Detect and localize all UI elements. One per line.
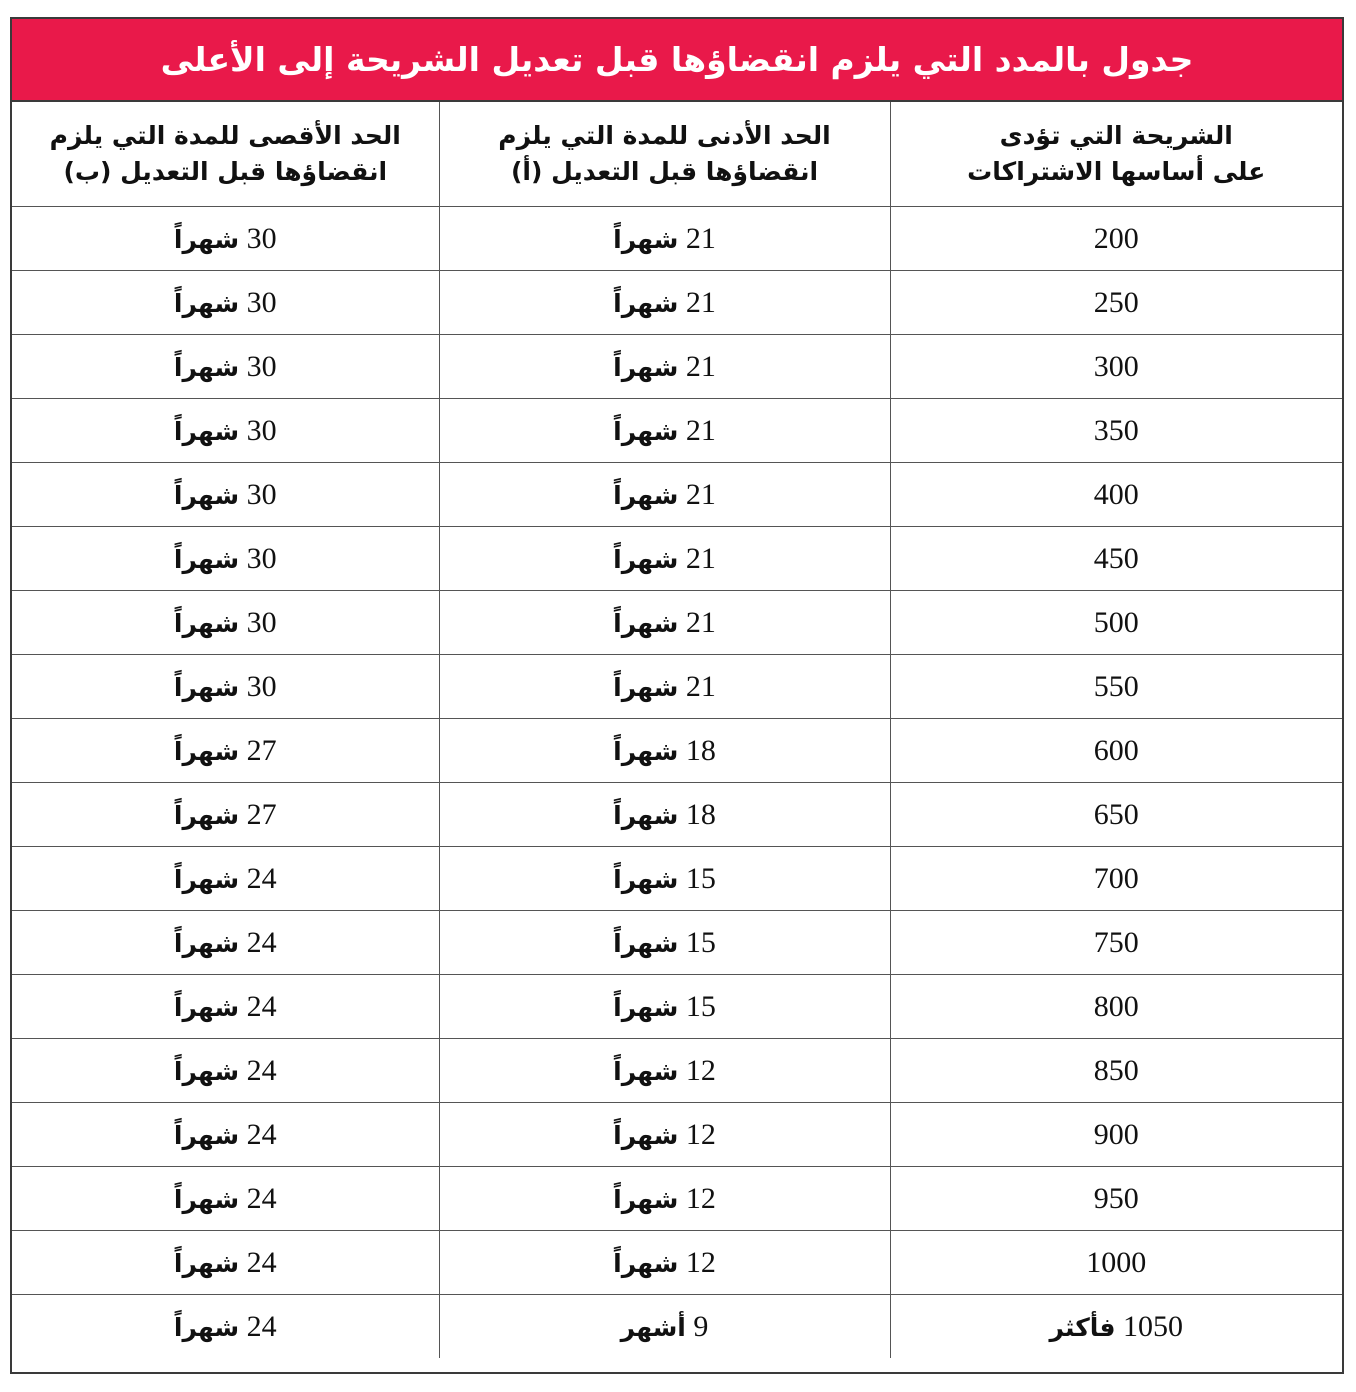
max-period-cell — [12, 591, 439, 655]
max-period-unit: شهراً — [173, 224, 240, 254]
min-period-unit: شهراً — [613, 224, 679, 254]
header-max-period — [12, 102, 439, 207]
tier-cell — [890, 1295, 1342, 1359]
max-period-unit: شهراً — [173, 1312, 240, 1342]
min-period-number: 21 — [685, 349, 716, 383]
min-period-unit: شهراً — [613, 544, 679, 574]
table-row — [12, 399, 1342, 463]
max-period-unit: شهراً — [173, 928, 240, 958]
min-period-cell — [439, 847, 890, 911]
max-period-cell — [12, 335, 439, 399]
max-period-unit: شهراً — [173, 1248, 240, 1278]
tier-cell — [890, 1231, 1342, 1295]
tier-cell — [890, 719, 1342, 783]
tier-cell — [890, 911, 1342, 975]
max-period-cell — [12, 911, 439, 975]
tier-cell — [890, 1039, 1342, 1103]
table-row — [12, 335, 1342, 399]
table-row — [12, 719, 1342, 783]
tier-cell — [890, 527, 1342, 591]
tier-cell — [890, 783, 1342, 847]
table-frame — [10, 17, 1344, 1374]
min-period-number: 21 — [685, 285, 716, 319]
min-period-cell — [439, 271, 890, 335]
tier-cell — [890, 271, 1342, 335]
min-period-number: 21 — [685, 477, 716, 511]
max-period-unit: شهراً — [173, 1056, 240, 1086]
tier-value: 750 — [1093, 925, 1139, 959]
min-period-unit: شهراً — [613, 928, 679, 958]
max-period-number: 24 — [246, 1181, 277, 1215]
min-period-cell — [439, 719, 890, 783]
header-max-line1: الحد الأقصى للمدة التي يلزم — [49, 121, 401, 150]
header-max-line2: انقضاؤها قبل التعديل (ب) — [63, 157, 388, 186]
max-period-unit: شهراً — [173, 352, 240, 382]
tier-cell — [890, 1103, 1342, 1167]
max-period-number: 24 — [246, 1245, 277, 1279]
min-period-cell — [439, 1295, 890, 1359]
min-period-number: 18 — [685, 797, 716, 831]
tier-value: 400 — [1093, 477, 1139, 511]
periods-table — [12, 102, 1342, 1358]
table-row — [12, 911, 1342, 975]
max-period-unit: شهراً — [173, 864, 240, 894]
min-period-number: 12 — [685, 1245, 716, 1279]
min-period-cell — [439, 655, 890, 719]
max-period-cell — [12, 399, 439, 463]
header-min-line2: انقضاؤها قبل التعديل (أ) — [510, 157, 819, 186]
min-period-number: 21 — [685, 605, 716, 639]
max-period-unit: شهراً — [173, 992, 240, 1022]
tier-value: 300 — [1093, 349, 1139, 383]
table-row — [12, 271, 1342, 335]
max-period-cell — [12, 1167, 439, 1231]
header-tier — [890, 102, 1342, 207]
min-period-unit: شهراً — [613, 672, 679, 702]
min-period-unit: شهراً — [613, 864, 679, 894]
max-period-number: 30 — [246, 285, 277, 319]
max-period-cell — [12, 975, 439, 1039]
tier-cell — [890, 975, 1342, 1039]
max-period-unit: شهراً — [173, 544, 240, 574]
tier-cell — [890, 847, 1342, 911]
max-period-unit: شهراً — [173, 608, 240, 638]
min-period-cell — [439, 591, 890, 655]
max-period-number: 27 — [246, 733, 277, 767]
tier-value: 1000 — [1086, 1245, 1147, 1279]
max-period-number: 24 — [246, 1053, 277, 1087]
min-period-unit: شهراً — [613, 288, 679, 318]
tier-value: 200 — [1093, 221, 1139, 255]
min-period-cell — [439, 1231, 890, 1295]
tier-value: 700 — [1093, 861, 1139, 895]
max-period-cell — [12, 207, 439, 271]
max-period-cell — [12, 1231, 439, 1295]
table-row — [12, 655, 1342, 719]
header-row — [12, 102, 1342, 207]
tier-value: 350 — [1093, 413, 1139, 447]
min-period-unit: شهراً — [613, 352, 679, 382]
max-period-number: 30 — [246, 221, 277, 255]
table-row — [12, 463, 1342, 527]
table-title: جدول بالمدد التي يلزم انقضاؤها قبل تعديل الشريحة إلى الأعلى — [12, 19, 1342, 102]
min-period-cell — [439, 399, 890, 463]
min-period-number: 15 — [685, 861, 716, 895]
min-period-number: 21 — [685, 669, 716, 703]
min-period-cell — [439, 527, 890, 591]
min-period-cell — [439, 335, 890, 399]
min-period-cell — [439, 1103, 890, 1167]
tier-cell — [890, 655, 1342, 719]
max-period-number: 30 — [246, 413, 277, 447]
header-tier-line1: الشريحة التي تؤدى — [999, 121, 1233, 150]
max-period-unit: شهراً — [173, 480, 240, 510]
table-row — [12, 783, 1342, 847]
max-period-cell — [12, 527, 439, 591]
max-period-number: 27 — [246, 797, 277, 831]
table-row — [12, 527, 1342, 591]
min-period-unit: شهراً — [613, 416, 679, 446]
tier-value: 900 — [1093, 1117, 1139, 1151]
max-period-cell — [12, 1103, 439, 1167]
min-period-unit: أشهر — [620, 1312, 686, 1342]
min-period-cell — [439, 1167, 890, 1231]
header-min-period — [439, 102, 890, 207]
table-row — [12, 207, 1342, 271]
min-period-number: 12 — [685, 1181, 716, 1215]
table-row — [12, 1231, 1342, 1295]
max-period-cell — [12, 783, 439, 847]
max-period-cell — [12, 1039, 439, 1103]
max-period-unit: شهراً — [173, 1184, 240, 1214]
tier-value: 550 — [1093, 669, 1139, 703]
max-period-number: 24 — [246, 1309, 277, 1343]
tier-value: 500 — [1093, 605, 1139, 639]
min-period-unit: شهراً — [613, 1184, 679, 1214]
min-period-unit: شهراً — [613, 992, 679, 1022]
min-period-number: 12 — [685, 1053, 716, 1087]
table-row — [12, 1167, 1342, 1231]
tier-cell — [890, 591, 1342, 655]
min-period-cell — [439, 783, 890, 847]
table-row — [12, 1295, 1342, 1359]
min-period-unit: شهراً — [613, 1248, 679, 1278]
tier-value: 250 — [1093, 285, 1139, 319]
max-period-unit: شهراً — [173, 736, 240, 766]
max-period-unit: شهراً — [173, 416, 240, 446]
table-row — [12, 1039, 1342, 1103]
tier-value: 600 — [1093, 733, 1139, 767]
max-period-number: 30 — [246, 541, 277, 575]
header-min-line1: الحد الأدنى للمدة التي يلزم — [498, 121, 831, 150]
max-period-unit: شهراً — [173, 672, 240, 702]
tier-value: 850 — [1093, 1053, 1139, 1087]
max-period-number: 24 — [246, 1117, 277, 1151]
max-period-number: 30 — [246, 605, 277, 639]
tier-cell — [890, 399, 1342, 463]
max-period-cell — [12, 719, 439, 783]
tier-value: 1050 — [1123, 1309, 1184, 1343]
tier-cell — [890, 335, 1342, 399]
min-period-unit: شهراً — [613, 608, 679, 638]
table-row — [12, 591, 1342, 655]
tier-value: 950 — [1093, 1181, 1139, 1215]
tier-value: 450 — [1093, 541, 1139, 575]
table-body — [12, 207, 1342, 1359]
max-period-cell — [12, 271, 439, 335]
max-period-number: 30 — [246, 349, 277, 383]
min-period-number: 21 — [685, 221, 716, 255]
min-period-cell — [439, 207, 890, 271]
min-period-unit: شهراً — [613, 1056, 679, 1086]
tier-cell — [890, 207, 1342, 271]
min-period-number: 18 — [685, 733, 716, 767]
min-period-cell — [439, 975, 890, 1039]
table-row — [12, 1103, 1342, 1167]
max-period-number: 24 — [246, 925, 277, 959]
min-period-number: 12 — [685, 1117, 716, 1151]
max-period-number: 24 — [246, 989, 277, 1023]
tier-cell — [890, 1167, 1342, 1231]
min-period-number: 9 — [693, 1309, 709, 1343]
min-period-cell — [439, 1039, 890, 1103]
table-row — [12, 847, 1342, 911]
tier-value: 800 — [1093, 989, 1139, 1023]
max-period-number: 24 — [246, 861, 277, 895]
min-period-number: 21 — [685, 541, 716, 575]
min-period-cell — [439, 463, 890, 527]
max-period-unit: شهراً — [173, 1120, 240, 1150]
max-period-number: 30 — [246, 477, 277, 511]
tier-suffix: فأكثر — [1049, 1312, 1116, 1342]
max-period-cell — [12, 847, 439, 911]
max-period-unit: شهراً — [173, 288, 240, 318]
tier-value: 650 — [1093, 797, 1139, 831]
min-period-unit: شهراً — [613, 1120, 679, 1150]
min-period-unit: شهراً — [613, 480, 679, 510]
min-period-number: 15 — [685, 925, 716, 959]
max-period-cell — [12, 655, 439, 719]
tier-cell — [890, 463, 1342, 527]
min-period-unit: شهراً — [613, 800, 679, 830]
min-period-cell — [439, 911, 890, 975]
min-period-number: 21 — [685, 413, 716, 447]
table-row — [12, 975, 1342, 1039]
max-period-number: 30 — [246, 669, 277, 703]
min-period-unit: شهراً — [613, 736, 679, 766]
min-period-number: 15 — [685, 989, 716, 1023]
max-period-unit: شهراً — [173, 800, 240, 830]
header-tier-line2: على أساسها الاشتراكات — [967, 157, 1266, 186]
max-period-cell — [12, 1295, 439, 1359]
max-period-cell — [12, 463, 439, 527]
